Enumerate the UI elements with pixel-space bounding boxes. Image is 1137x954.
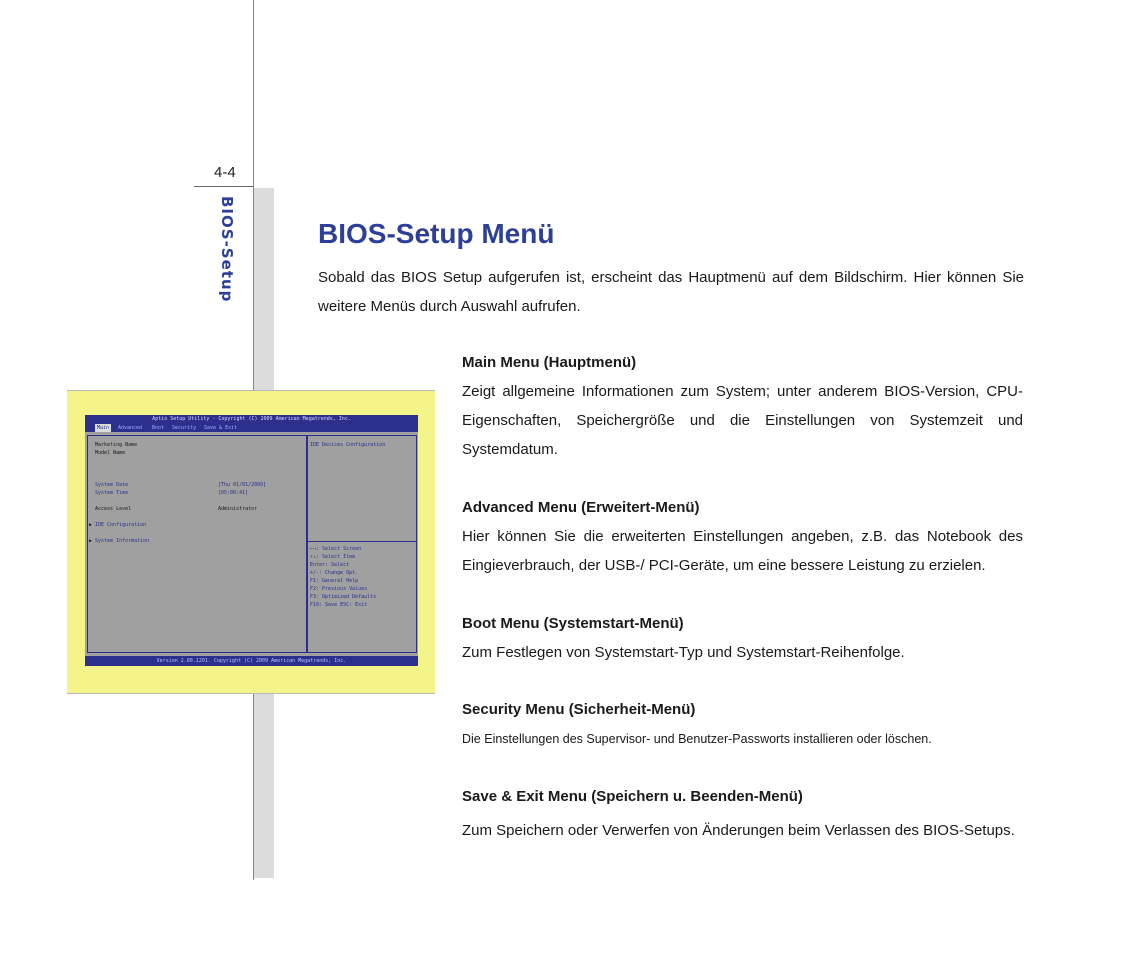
bios-submenu-arrow-icon: ▶ <box>89 538 93 544</box>
bios-key-hint: Enter: Select <box>310 562 350 568</box>
page-number: 4-4 <box>214 164 236 181</box>
section-title-security: Security Menu (Sicherheit-Menü) <box>462 701 696 718</box>
bios-tab-save-exit: Save & Exit <box>204 425 238 431</box>
bios-tab-security: Security <box>172 425 197 431</box>
bios-access-level-value: Administrator <box>218 506 258 512</box>
bios-key-hint: +/-: Change Opt. <box>310 570 359 576</box>
section-body-boot: Zum Festlegen von Systemstart-Typ und Systemstart-Reihenfolge. <box>462 644 905 661</box>
bios-submenu-arrow-icon: ▶ <box>89 522 93 528</box>
bios-footer-bar: Version 2.00.1201. Copyright (C) 2009 American Megatrends, Inc. <box>85 656 418 666</box>
section-title-main: Main Menu (Hauptmenü) <box>462 354 637 371</box>
bios-key-hint: F1: General Help <box>310 578 359 584</box>
bios-tab-main: Main <box>97 425 110 431</box>
section-body-security: Die Einstellungen des Supervisor- und Benutzer-Passworts installieren oder löschen. <box>462 732 932 746</box>
bios-key-hint: F10: Save ESC: Exit <box>310 602 368 608</box>
bios-model-name: Model Name <box>95 450 126 456</box>
section-body-save-exit: Zum Speichern oder Verwerfen von Änderungen beim Verlassen des BIOS-Setups. <box>462 822 1015 839</box>
bios-marketing-name: Marketing Name <box>95 442 138 448</box>
bios-main-panel <box>87 435 307 653</box>
bios-help-divider <box>308 541 416 542</box>
bios-screenshot <box>85 415 418 666</box>
bios-system-information: System Information <box>95 538 150 544</box>
section-title-save-exit: Save & Exit Menu (Speichern u. Beenden-Menü) <box>462 788 803 805</box>
page-heading: BIOS-Setup Menü <box>318 218 555 249</box>
section-title-boot: Boot Menu (Systemstart-Menü) <box>462 615 684 632</box>
bios-system-time-value: [05:00:41] <box>218 490 249 496</box>
bios-system-date-value: [Thu 01/01/2009] <box>218 482 267 488</box>
bios-title-bar: Aptio Setup Utility - Copyright (C) 2009 American Megatrends, Inc. <box>85 415 418 424</box>
bios-key-hint: ←→: Select Screen <box>310 546 362 552</box>
bios-tab-advanced: Advanced <box>118 425 143 431</box>
bios-help-panel <box>307 435 417 653</box>
bios-key-hint: F2: Previous Values <box>310 586 368 592</box>
bios-ide-configuration: IDE Configuration <box>95 522 147 528</box>
bios-key-hint: ↑↓: Select Item <box>310 554 356 560</box>
bios-system-time-label: System Time <box>95 490 129 496</box>
intro-paragraph: Sobald das BIOS Setup aufgerufen ist, erscheint das Hauptmenü auf dem Bildschirm. Hier können Sie weitere Menüs durch Auswahl aufrufen. <box>318 269 1024 315</box>
bios-tab-boot: Boot <box>152 425 165 431</box>
bios-access-level-label: Access Level <box>95 506 132 512</box>
page-number-rule <box>194 186 254 187</box>
bios-system-date-label: System Date <box>95 482 129 488</box>
section-body-advanced: Hier können Sie die erweiterten Einstellungen angeben, z.B. das Notebook des Eingieverbrauch, der USB-/ PCI-Geräte, um eine bessere Leistung zu erzielen. <box>462 528 1023 574</box>
bios-tab-bar <box>85 424 418 432</box>
section-title-advanced: Advanced Menu (Erweitert-Menü) <box>462 499 700 516</box>
bios-key-hint: F3: Optimized Defaults <box>310 594 377 600</box>
bios-help-text: IDE Devices Configuration <box>310 442 386 448</box>
section-body-main: Zeigt allgemeine Informationen zum System; unter anderem BIOS-Version, CPU-Eigenschaften, Speichergröße und die Einstellungen von Systemzeit und Systemdatum. <box>462 383 1023 458</box>
chapter-side-title: BIOS-Setup <box>218 196 236 303</box>
